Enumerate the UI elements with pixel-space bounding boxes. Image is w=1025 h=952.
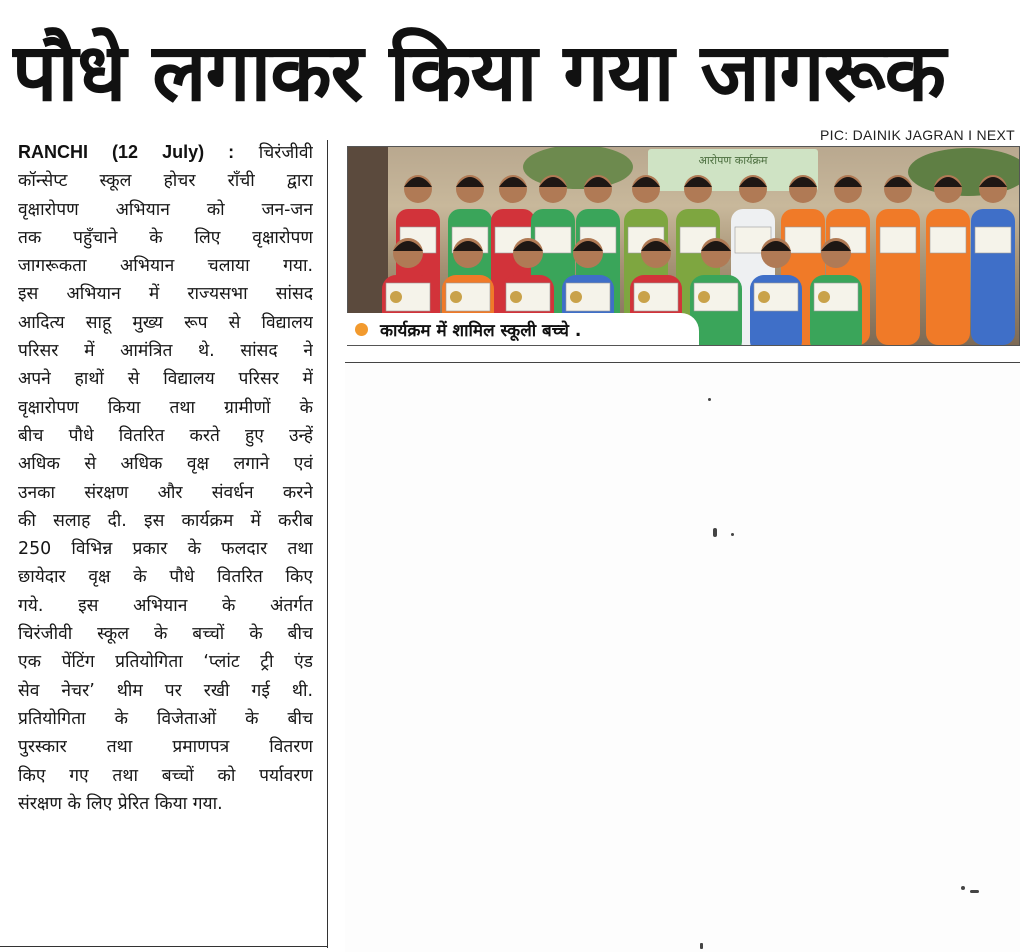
article-line: कॉन्सेप्ट स्कूल होचर राँची द्वारा: [18, 171, 313, 192]
article-line: प्रतियोगिता के विजेताओं के बीच: [18, 708, 313, 729]
certificate: [930, 227, 966, 253]
person-hair: [834, 177, 862, 187]
bullet-dot-icon: [355, 323, 368, 336]
print-speck: [731, 533, 734, 536]
medal-icon: [510, 291, 522, 303]
print-speck: [700, 943, 703, 949]
person-hair: [456, 177, 484, 187]
article-line: जागरूकता अभियान चलाया गया.: [18, 256, 313, 277]
article-line: 250 विभिन्न प्रकार के फलदार तथा: [18, 539, 313, 560]
article-line: इस अभियान में राज्यसभा सांसद: [18, 284, 313, 305]
plant-foliage: [523, 147, 633, 189]
person-hair: [884, 177, 912, 187]
blank-panel: [345, 362, 1020, 952]
medal-icon: [638, 291, 650, 303]
article-line: संरक्षण के लिए प्रेरित किया गया.: [18, 793, 223, 814]
medal-icon: [758, 291, 770, 303]
print-speck: [970, 890, 979, 893]
article-line: एक पेंटिंग प्रतियोगिता ‘प्लांट ट्री एंड: [18, 652, 313, 673]
person-hair: [404, 177, 432, 187]
article-line: गये. इस अभियान के अंतर्गत: [18, 595, 313, 616]
article-line: पुरस्कार तथा प्रमाणपत्र वितरण: [18, 737, 313, 758]
article-line: की सलाह दी. इस कार्यक्रम में करीब: [18, 510, 313, 531]
certificate: [880, 227, 916, 253]
headline: पौधे लगाकर किया गया जागरूक: [12, 26, 946, 119]
column-divider: [327, 140, 328, 948]
photo-caption: [347, 313, 699, 345]
article-line: परिसर में आमंत्रित थे. सांसद ने: [18, 341, 313, 362]
article-line: किए गए तथा बच्चों को पर्यावरण: [18, 765, 313, 786]
bottom-divider: [0, 946, 328, 947]
article-line: सेव नेचर’ थीम पर रखी गई थी.: [18, 680, 313, 701]
person-hair: [499, 177, 527, 187]
article-line: वृक्षारोपण किया तथा ग्रामीणों के: [18, 397, 313, 418]
print-speck: [713, 528, 717, 537]
caption-text: कार्यक्रम में शामिल स्कूली बच्चे .: [380, 320, 582, 341]
medal-icon: [570, 291, 582, 303]
article-line: वृक्षारोपण अभियान को जन-जन: [18, 199, 313, 220]
article-body: [18, 138, 313, 818]
medal-icon: [390, 291, 402, 303]
article-line: अधिक से अधिक वृक्ष लगाने एवं: [18, 454, 313, 475]
print-speck: [708, 398, 711, 401]
article-line: तक पहुँचाने के लिए वृक्षारोपण: [18, 227, 313, 248]
article-line: आदित्य साहू मुख्य रूप से विद्यालय: [18, 312, 313, 333]
article-line: बीच पौधे वितरित करते हुए उन्हें: [18, 425, 313, 446]
certificate: [975, 227, 1011, 253]
article-line: RANCHI (12 July) : चिरंजीवी: [18, 142, 313, 163]
event-banner-text: आरोपण कार्यक्रम: [698, 154, 768, 167]
medal-icon: [818, 291, 830, 303]
article-line: अपने हाथों से विद्यालय परिसर में: [18, 369, 313, 390]
article-line: उनका संरक्षण और संवर्धन करने: [18, 482, 313, 503]
print-speck: [961, 886, 965, 890]
article-line: चिरंजीवी स्कूल के बच्चों के बीच: [18, 624, 313, 645]
article-line: छायेदार वृक्ष के पौधे वितरित किए: [18, 567, 313, 588]
medal-icon: [698, 291, 710, 303]
dateline: RANCHI (12 July) :: [18, 142, 235, 162]
photo-credit: PIC: DAINIK JAGRAN I NEXT: [820, 127, 1015, 143]
medal-icon: [450, 291, 462, 303]
